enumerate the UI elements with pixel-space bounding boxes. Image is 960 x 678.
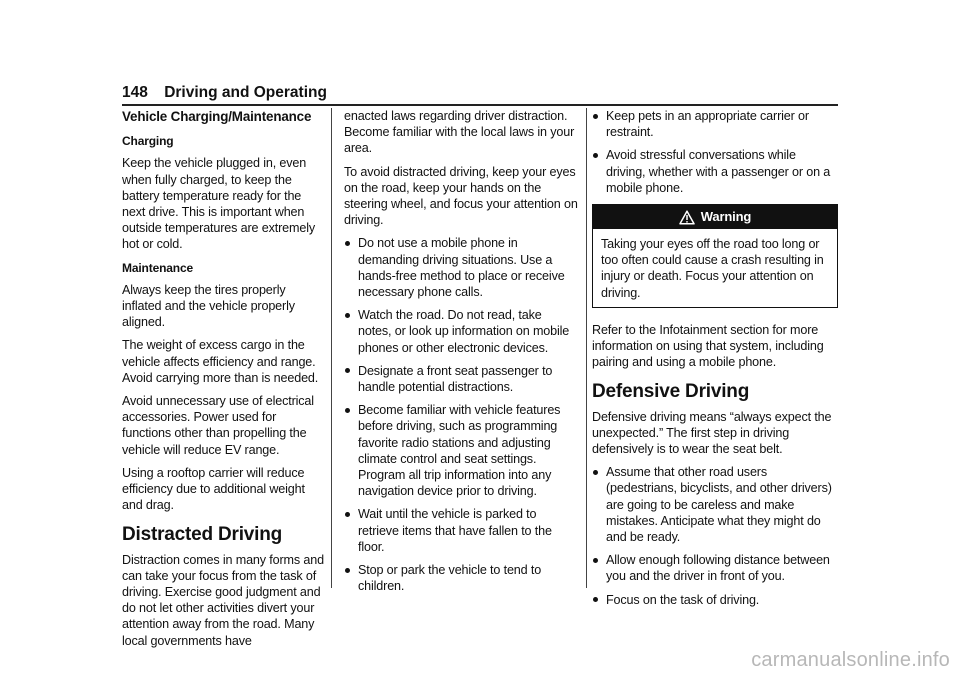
- list-item: Wait until the vehicle is parked to retrieve items that have fallen to the floor.: [344, 506, 578, 555]
- distraction-tips-list-continued: [592, 108, 838, 196]
- column-right: [592, 108, 838, 615]
- distracted-paragraph: Distraction comes in many forms and can take your focus from the task of driving. Exercise good judgment and do not let other activities divert your attention away from the road. Many local governments have: [122, 552, 324, 648]
- column-divider: [586, 108, 587, 588]
- warning-icon: [679, 210, 695, 225]
- maintenance-paragraph: Always keep the tires properly inflated and the vehicle properly aligned.: [122, 282, 295, 330]
- maintenance-paragraph: The weight of excess cargo in the vehicle affects efficiency and range. Avoid carrying more than is needed.: [122, 338, 319, 385]
- distracted-driving-heading: Distracted Driving: [122, 524, 283, 546]
- list-item: Watch the road. Do not read, take notes, or look up information on mobile phones or other electronic devices.: [344, 307, 578, 356]
- list-item: Do not use a mobile phone in demanding driving situations. Use a hands-free method to place or receive necessary phone calls.: [344, 235, 578, 300]
- defensive-paragraph: Defensive driving means “always expect the unexpected.” The first step in driving defensively is to wear the seat belt.: [592, 409, 832, 457]
- charging-subheading: Charging: [122, 134, 174, 149]
- list-item: Avoid stressful conversations while driving, whether with a passenger or on a mobile phone.: [592, 147, 838, 196]
- list-item: Become familiar with vehicle features before driving, such as programming favorite radio stations and adjusting climate control and seat settings. Program all trip information into any navigation device prior to driving.: [344, 402, 578, 499]
- warning-box: [592, 204, 838, 308]
- list-item: Allow enough following distance between you and the driver in front of you.: [592, 552, 838, 584]
- section-title: Driving and Operating: [164, 84, 327, 101]
- distraction-tips-list: [344, 235, 578, 594]
- list-item: Focus on the task of driving.: [592, 592, 838, 608]
- list-item: Designate a front seat passenger to handle potential distractions.: [344, 363, 578, 395]
- defensive-driving-heading: Defensive Driving: [592, 381, 750, 403]
- page-header: [122, 84, 327, 102]
- warning-header: [593, 205, 837, 229]
- watermark: carmanualsonline.info: [751, 649, 950, 671]
- column-left: [122, 108, 324, 656]
- maintenance-paragraph: Using a rooftop carrier will reduce efficiency due to additional weight and drag.: [122, 465, 305, 513]
- warning-title: Warning: [700, 208, 752, 224]
- page-number: 148: [122, 84, 148, 101]
- maintenance-paragraph: Avoid unnecessary use of electrical accessories. Power used for functions other than propelling the vehicle will reduce EV range.: [122, 394, 314, 457]
- column-divider: [331, 108, 332, 588]
- header-rule: [122, 104, 838, 106]
- laws-paragraph: enacted laws regarding driver distraction. Become familiar with the local laws in your area.: [344, 109, 575, 156]
- defensive-tips-list: [592, 464, 838, 608]
- maintenance-subheading: Maintenance: [122, 260, 194, 275]
- list-item: Keep pets in an appropriate carrier or restraint.: [592, 108, 838, 140]
- charging-paragraph: Keep the vehicle plugged in, even when fully charged, to keep the battery temperature ready for the next drive. This is important when outside temperatures are extremely hot or cold.: [122, 156, 315, 252]
- warning-text: Taking your eyes off the road too long or too often could cause a crash resulting in injury or death. Focus your attention on driving.: [601, 237, 824, 300]
- list-item: Assume that other road users (pedestrians, bicyclists, and other drivers) are going to be careless and make mistakes. Anticipate what they might do and be ready.: [592, 464, 838, 545]
- avoid-distraction-paragraph: To avoid distracted driving, keep your eyes on the road, keep your hands on the steering wheel, and focus your attention on driving.: [344, 164, 578, 228]
- list-item: Stop or park the vehicle to tend to children.: [344, 562, 578, 594]
- charging-maintenance-heading: Vehicle Charging/Maintenance: [122, 109, 312, 124]
- infotainment-reference: Refer to the Infotainment section for more information on using that system, including pairing and using a mobile phone.: [592, 322, 824, 370]
- column-middle: [344, 108, 578, 601]
